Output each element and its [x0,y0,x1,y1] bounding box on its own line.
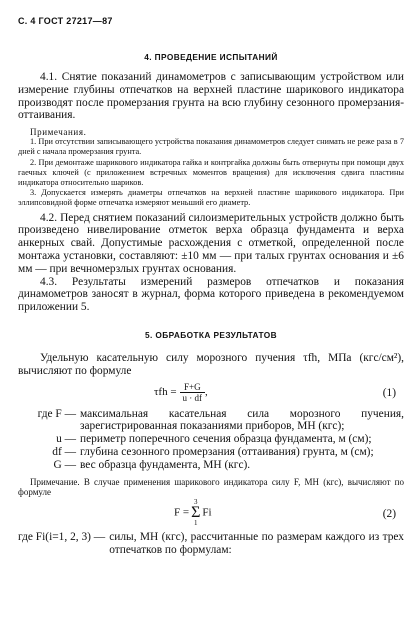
note-1: 1. При отсутствии записывающего устройства показания динамометров следует снимать не реже раза в 7 дней с начала промерзания грунта. [18,137,404,157]
definition-text: периметр поперечного сечения образца фундамента, м (см); [80,433,372,446]
definition-symbol: G — [53,458,76,471]
definition-row [18,446,404,459]
definition-symbol: где F — [37,407,76,420]
formula-1-number: (1) [382,386,396,399]
formula-2-lhs: F = [174,506,190,519]
summation-upper: 3 [193,497,198,506]
forces-symbol: где Fi(i=1, 2, 3) — [18,530,106,543]
notes-caption: Примечания. [30,127,87,138]
formula-2-number: (2) [382,507,396,520]
summation-sigma: Σ [191,503,201,521]
note-2: 2. При демонтаже шарикового индикатора гайка и контргайка должны быть отвернуты при помощи двух гаечных ключей (с приложением встречных моментов вращения) для исключения сдвига пластины индикатора относительно шариков. [18,157,404,187]
definition-text: глубина сезонного промерзания (оттаивания) грунта, м (см); [80,445,374,458]
formula-1-denominator: u · df [182,392,203,403]
formula-2-rhs: Fi [202,506,212,519]
definition-symbol: df — [52,445,76,458]
section-4-title: 4. ПРОВЕДЕНИЕ ИСПЫТАНИЙ [144,52,278,62]
definitions-list [18,408,404,472]
definition-row [18,433,404,446]
formula-1-lhs: τfh = [154,385,177,398]
definition-text: вес образца фундамента, МН (кгс). [80,458,251,471]
summation-symbol [191,499,200,527]
forces-definition [18,531,404,557]
definition-row [18,408,404,434]
formula-1-end: , [205,385,208,398]
definition-symbol: u — [56,433,76,446]
note-formula-2: Примечание. В случае применения шарикового индикатора силу F, МН (кгс), вычисляют по формуле [18,476,404,497]
section-5-title: 5. ОБРАБОТКА РЕЗУЛЬТАТОВ [144,329,278,340]
paragraph-4-2: 4.2. Перед снятием показаний силоизмерительных устройств должно быть произведено нивелирование отметок верха образца фундамента и верха анкерных свай. Допустимые расхождения с отметкой, определенной после монтажа установки, составляют: ±10 мм — при талых грунтах основания и ±6 мм — при вечномерзлых грунтах основания. [18,211,404,275]
document-page [18,16,404,557]
formula-2 [18,497,404,531]
definition-text: максимальная касательная сила морозного пучения, зарегистрированная показаниями приборов, МН (кгс); [80,407,404,433]
formula-1-numerator: F+G [180,382,206,393]
forces-text: силы, МН (кгс), рассчитанные по размерам каждого из трех отпечатков по формулам: [109,530,404,556]
paragraph-4-1: 4.1. Снятие показаний динамометров с записывающим устройством или измерение глубины отпечатков на верхней пластине шарикового индикатора производят после промерзания грунта на всю глубину сезонного промерзания-оттаивания. [18,71,404,122]
page-header: С. 4 ГОСТ 27217—87 [18,16,113,26]
paragraph-5-intro: Удельную касательную силу морозного пучения τfh, МПа (кгс/см²), вычисляют по формуле [18,351,404,377]
paragraph-4-3: 4.3. Результаты измерений размеров отпечатков и показания динамометров заносят в журнал, форма которого приведена в рекомендуемом приложении 5. [18,275,404,314]
note-3: 3. Допускается измерять диаметры отпечатков на верхней пластине шарикового индикатора. При эллипсовидной форме отпечатка измеряют меньший его диаметр. [18,188,404,208]
formula-1-fraction [180,382,206,403]
summation-lower: 1 [193,518,198,527]
formula-1 [18,378,404,408]
definition-row [18,459,404,472]
